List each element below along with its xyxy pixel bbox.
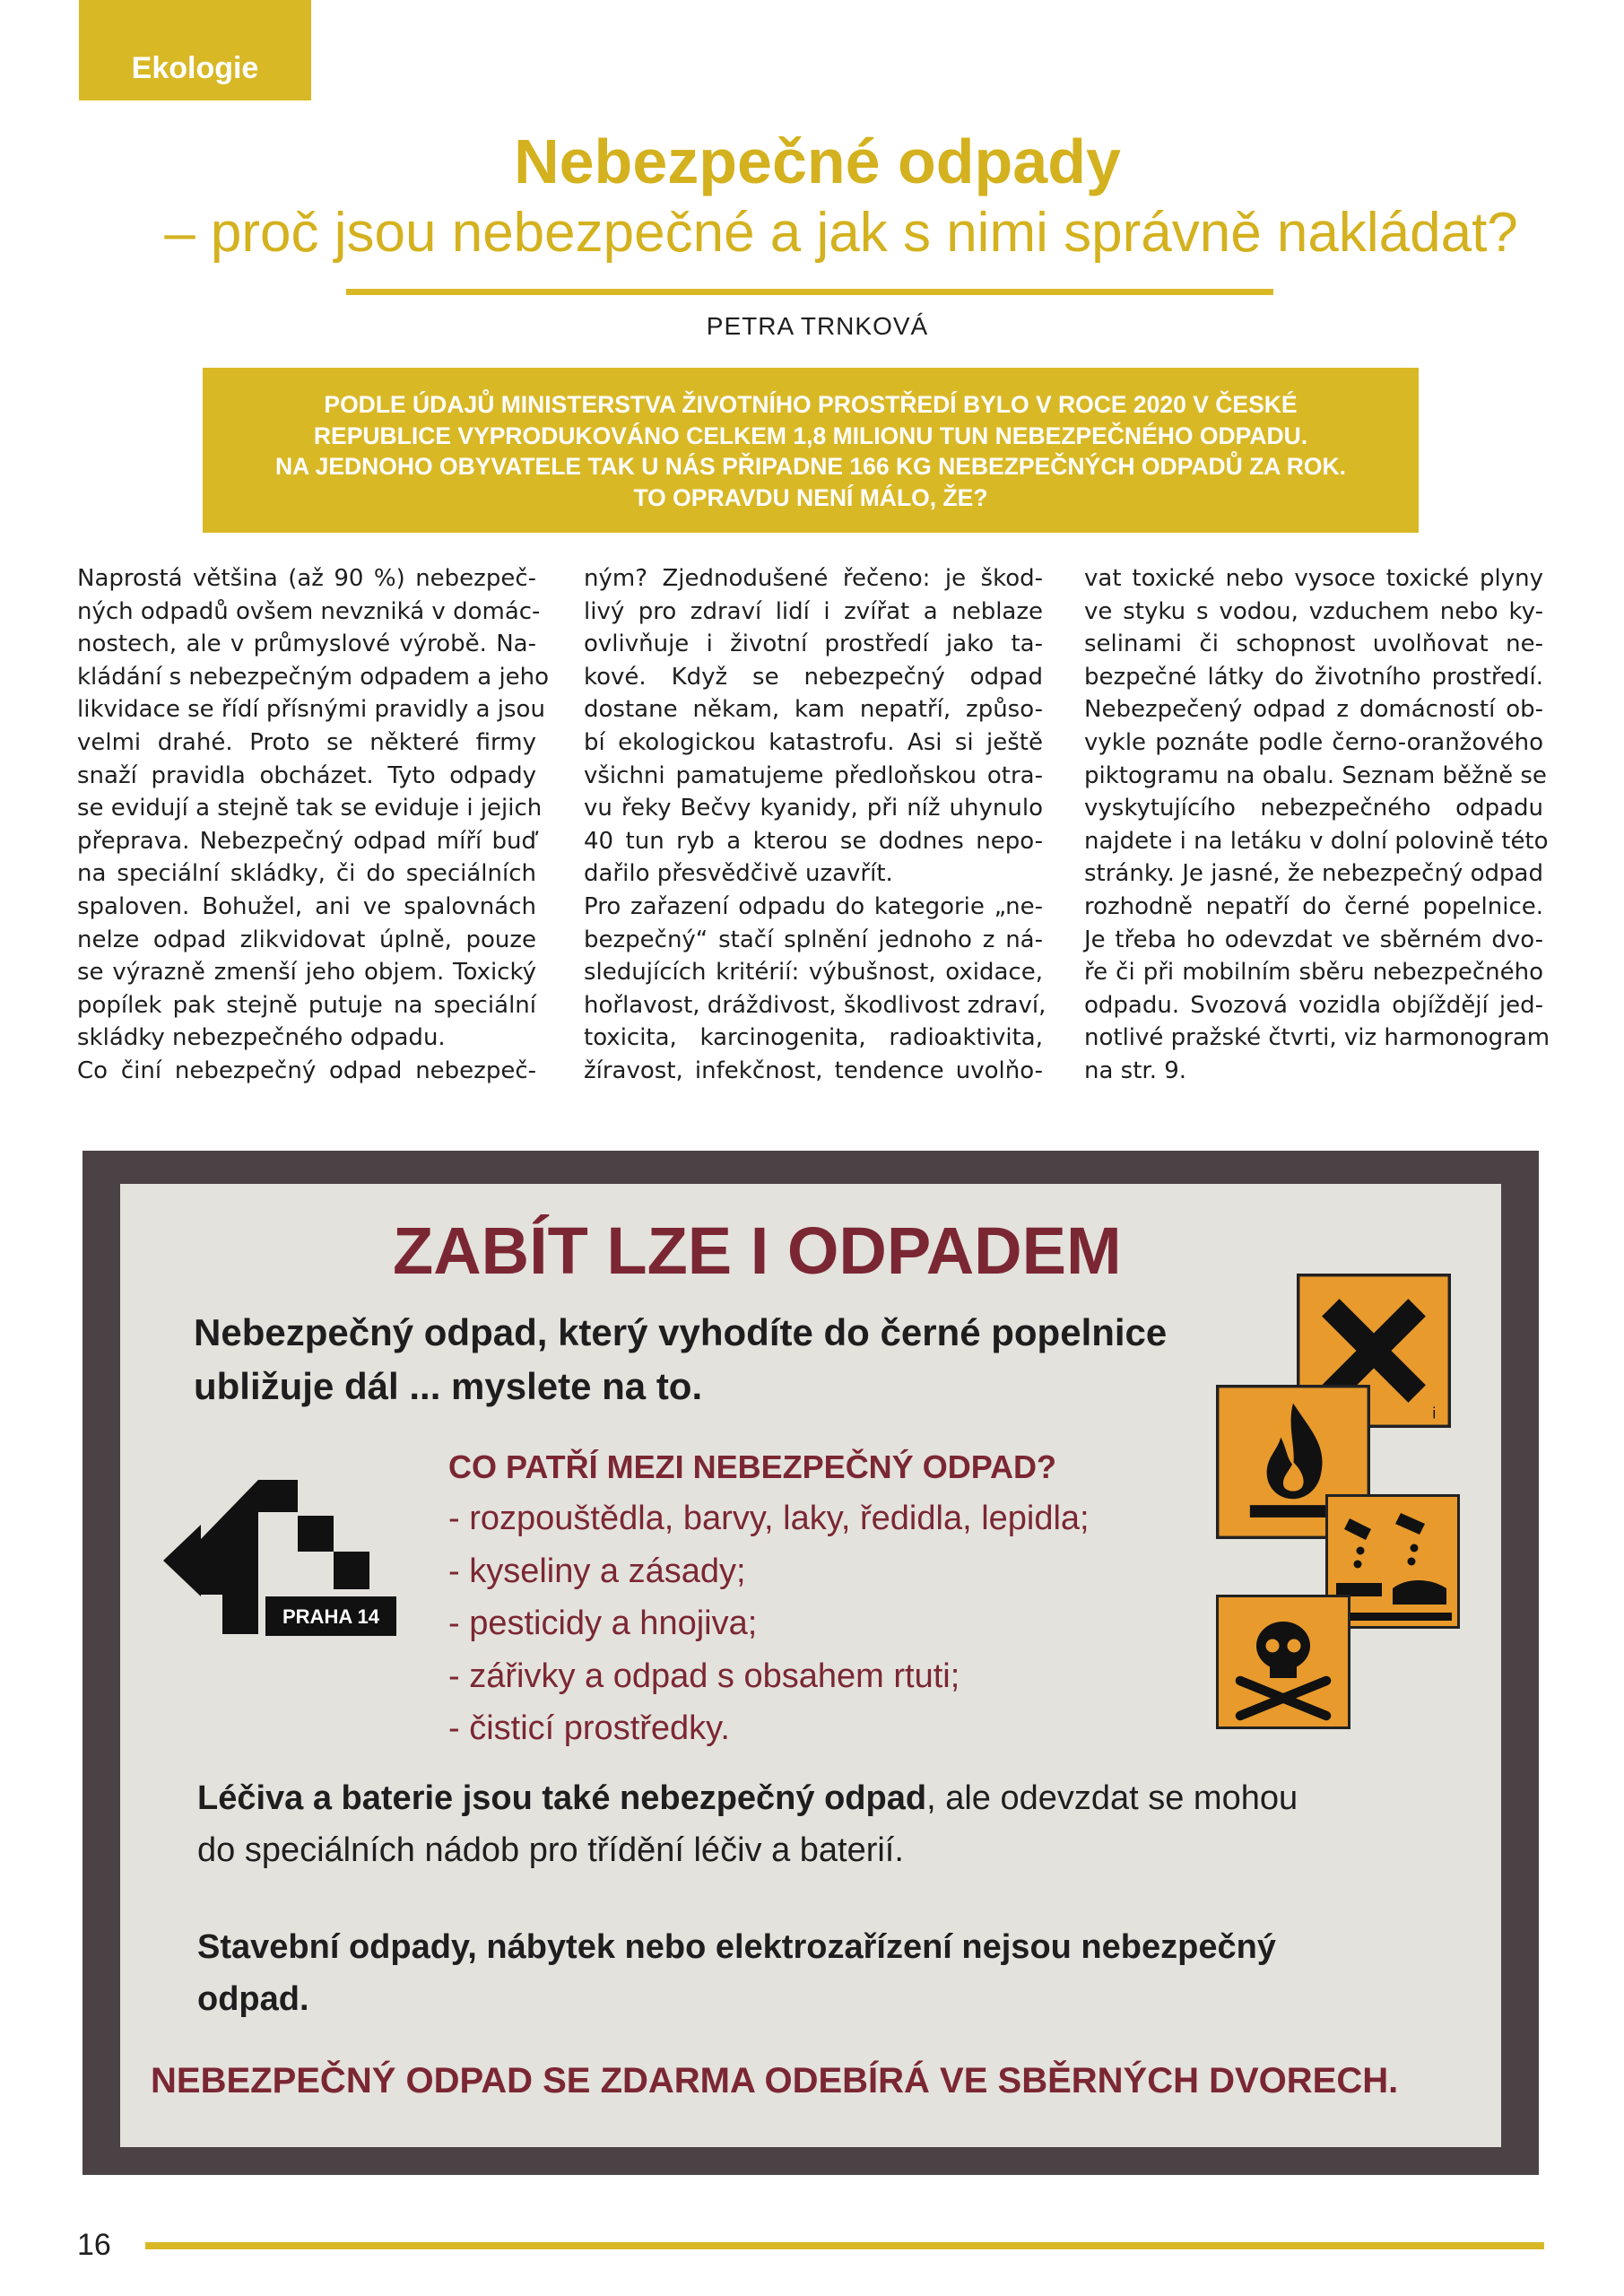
text-line: kládání s nebezpečným odpadem a jeho: [77, 663, 550, 691]
text-line: vykle poznáte podle černo-oranžového: [1084, 728, 1543, 756]
text-line: stránky. Je jasné, že nebezpečný odpad: [1084, 860, 1543, 888]
text-line: velmi drahé. Proto se některé firmy: [77, 728, 536, 756]
batteries-note: [197, 1772, 1298, 1876]
text-line: ným? Zjednodušené řečeno: je škod-: [584, 565, 1043, 592]
lead-line: NA JEDNOHO OBYVATELE TAK U NÁS PŘIPADNE 166 KG NEBEZPEČNÝCH ODPADŮ ZA ROK.: [274, 453, 1347, 480]
construction-waste-note: [197, 1921, 1276, 2025]
lead-box: [203, 368, 1419, 533]
text-line: kové. Když se nebezpečný odpad: [584, 663, 1043, 691]
text-line: se výrazně zmenší jeho objem. Toxický: [77, 959, 536, 987]
batteries-note-bold: Léčiva a baterie jsou také nebezpečný odpad: [197, 1779, 927, 1817]
text-line: snaží pravidla obcházet. Tyto odpady: [77, 761, 536, 789]
text-line: Nebezpečený odpad z domácností ob-: [1084, 696, 1543, 724]
text-column-1: [77, 562, 550, 1088]
text-line: 40 tun ryb a kterou se dodnes nepo-: [584, 827, 1043, 855]
text-line: odpadu. Svozová vozidla objíždějí jed-: [1084, 991, 1543, 1019]
flyer-subtitle-line: ubližuje dál ... myslete na to.: [194, 1365, 703, 1407]
text-line: nostech, ale v průmyslové výrobě. Na-: [77, 631, 536, 658]
text-line: přeprava. Nebezpečný odpad míří buď: [77, 827, 536, 855]
text-line: Naprostá většina (až 90 %) nebezpeč-: [77, 565, 536, 592]
text-line: bí ekologickou katastrofu. Asi si ještě: [584, 728, 1043, 756]
list-item: - zářivky a odpad s obsahem rtuti;: [448, 1657, 960, 1695]
text-line: toxicita, karcinogenita, radioaktivita,: [584, 1024, 1043, 1052]
article-title: Nebezpečné odpady: [514, 126, 1121, 196]
lead-line: REPUBLICE VYPRODUKOVÁNO CELKEM 1,8 MILIONU TUN NEBEZPEČNÉHO ODPADU.: [313, 422, 1308, 449]
flyer-subtitle-line: Nebezpečný odpad, který vyhodíte do černé popelnice: [194, 1311, 1168, 1353]
flyer-subtitle: [194, 1306, 1167, 1413]
text-line: najdete i na letáku v dolní polovině této: [1084, 827, 1549, 855]
text-line: likvidace se řídí přísnými pravidly a jsou: [77, 696, 545, 724]
text-line: Co činí nebezpečný odpad nebezpeč-: [77, 1057, 536, 1084]
text-line: ných odpadů ovšem nevzniká v domác-: [77, 597, 541, 625]
text-line: bezpečné látky do životního prostředí.: [1084, 663, 1543, 691]
text-line: selinami či schopnost uvolňovat ne-: [1084, 631, 1543, 658]
lead-line: TO OPRAVDU NENÍ MÁLO, ŽE?: [633, 483, 988, 511]
toxic-skull-icon: [1216, 1595, 1350, 1729]
text-line: se evidují a stejně tak se eviduje i jejich: [77, 795, 543, 822]
list-item: - rozpouštědla, barvy, laky, ředidla, lepidla;: [448, 1500, 1090, 1537]
flyer-title: ZABÍT LZE I ODPADEM: [393, 1213, 1122, 1288]
hazard-list: [448, 1492, 1090, 1755]
title-divider: [346, 289, 1273, 295]
list-title: CO PATŘÍ MEZI NEBEZPEČNÝ ODPAD?: [448, 1448, 1057, 1485]
text-line: piktogramu na obalu. Seznam běžně se: [1084, 761, 1547, 789]
construction-note-line: odpad.: [197, 1980, 309, 2018]
text-column-3: [1084, 562, 1550, 1088]
text-line: žíravost, infekčnost, tendence uvolňo-: [584, 1057, 1043, 1084]
text-line: dařilo přesvědčivě uzavřít.: [584, 860, 893, 888]
lead-line: PODLE ÚDAJŮ MINISTERSTVA ŽIVOTNÍHO PROSTŘEDÍ BYLO V ROCE 2020 V ČESKÉ: [324, 391, 1298, 418]
section-tag-label: Ekologie: [131, 51, 259, 85]
text-line: dostane někam, kam nepatří, způso-: [584, 696, 1043, 724]
text-line: sledujících kritérií: výbušnost, oxidace,: [584, 959, 1043, 987]
list-item: - čisticí prostředky.: [448, 1709, 730, 1747]
text-line: na str. 9.: [1084, 1057, 1187, 1084]
text-line: vu řeky Bečvy kyanidy, při níž uhynulo: [584, 795, 1043, 822]
footer-divider: [145, 2242, 1544, 2249]
text-line: hořlavost, dráždivost, škodlivost zdraví,: [584, 991, 1046, 1019]
text-line: všichni pamatujeme předloňskou otra-: [584, 761, 1043, 789]
list-item: - pesticidy a hnojiva;: [448, 1605, 758, 1642]
collection-yard-note: NEBEZPEČNÝ ODPAD SE ZDARMA ODEBÍRÁ VE SBĚRNÝCH DVORECH.: [151, 2061, 1399, 2100]
text-line: ře či při mobilním sběru nebezpečného: [1084, 959, 1543, 987]
page-number: 16: [77, 2228, 111, 2262]
text-line: vyskytujícího nebezpečného odpadu: [1084, 795, 1543, 822]
text-column-2: [584, 562, 1046, 1088]
text-line: spaloven. Bohužel, ani ve spalovnách: [77, 892, 536, 920]
text-line: Je třeba ho odevzdat ve sběrném dvo-: [1084, 926, 1543, 953]
text-line: bezpečný“ stačí splnění jednoho z ná-: [584, 926, 1043, 953]
text-line: nelze odpad zlikvidovat úplně, pouze: [77, 926, 536, 953]
article-author: PETRA TRNKOVÁ: [706, 312, 929, 340]
text-line: ve styku s vodou, vzduchem nebo ky-: [1084, 597, 1543, 625]
text-line: notlivé pražské čtvrti, viz harmonogram: [1084, 1024, 1550, 1052]
text-line: na speciální skládky, či do speciálních: [77, 860, 536, 888]
text-line: popílek pak stejně putuje na speciální: [77, 991, 536, 1019]
text-line: livý pro zdraví lidí i zvířat a neblaze: [584, 597, 1043, 625]
list-item: - kyseliny a zásady;: [448, 1552, 746, 1590]
text-line: vat toxické nebo vysoce toxické plyny: [1084, 565, 1543, 592]
text-line: ovlivňuje i životní prostředí jako ta-: [584, 631, 1043, 658]
svg-text:i: i: [1432, 1404, 1437, 1422]
batteries-note-line2: do speciálních nádob pro třídění léčiv a baterií.: [197, 1831, 904, 1869]
section-tag: [79, 0, 311, 100]
text-line: Pro zařazení odpadu do kategorie „ne-: [584, 892, 1043, 920]
text-line: skládky nebezpečného odpadu.: [77, 1024, 446, 1052]
logo-text: PRAHA 14: [282, 1605, 379, 1628]
batteries-note-rest: , ale odevzdat se mohou: [926, 1779, 1298, 1817]
text-line: rozhodně nepatří do černé popelnice.: [1084, 892, 1543, 920]
construction-note-line: Stavební odpady, nábytek nebo elektrozařízení nejsou nebezpečný: [197, 1928, 1276, 1966]
praha-14-logo: [158, 1480, 396, 1643]
article-subtitle: – proč jsou nebezpečné a jak s nimi správně nakládat?: [164, 202, 1518, 264]
